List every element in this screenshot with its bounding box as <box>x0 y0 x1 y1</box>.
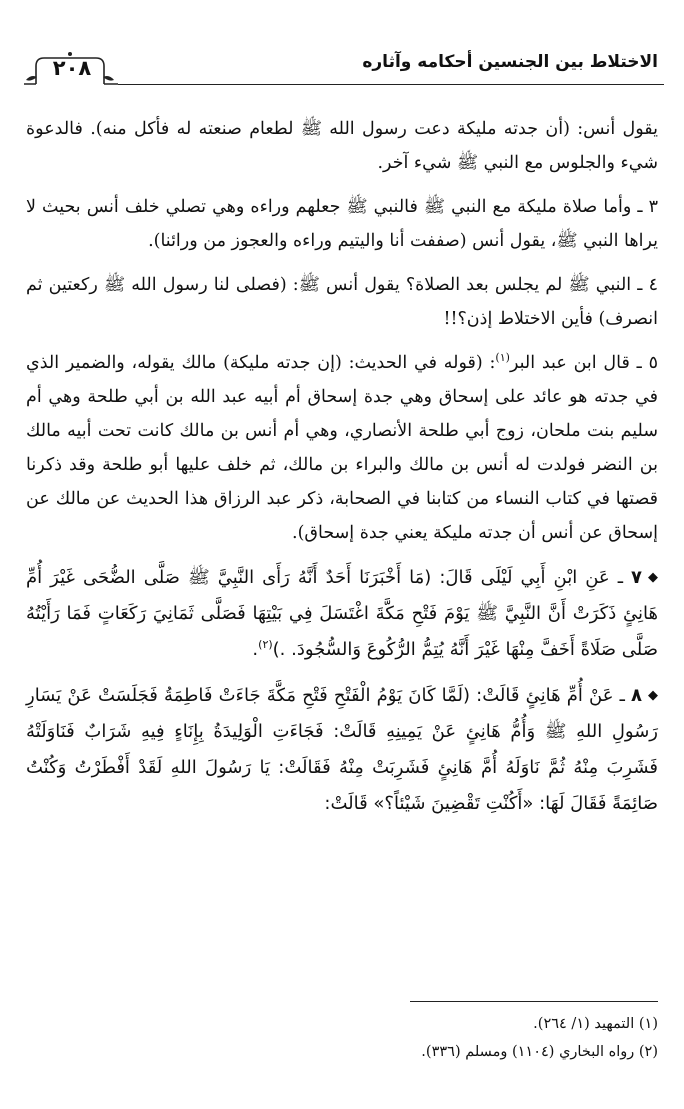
footnote-1: (١) التمهيد (١/ ٢٦٤). <box>533 1016 658 1032</box>
paragraph-1: يقول أنس: (أن جدته مليكة دعت رسول الله ﷺ لطعام صنعته له فأكل منه). فالدعوة شيء والجلوس مع النبي ﷺ شيء آخر. <box>26 119 658 173</box>
footnote-divider <box>410 1001 658 1002</box>
footnotes <box>26 1010 658 1066</box>
main-text <box>26 112 658 832</box>
hadith-8-text: ـ عَنْ أُمِّ هَانِئٍ قَالَتْ: (لَمَّا كَانَ يَوْمُ الْفَتْحِ فَتْحِ مَكَّةَ جَاءَتْ فَاطِمَةُ فَجَلَسَتْ عَنْ يَسَارِ رَسُولِ اللهِ ﷺ وَأُمُّ هَانِئٍ عَنْ يَمِينِهِ قَالَتْ: فَجَاءَتِ الْوَلِيدَةُ بِإِنَاءٍ فِيهِ شَرَابٌ فَنَاوَلَتْهُ فَشَرِبَ مِنْهُ ثُمَّ نَاوَلَهُ أُمَّ هَانِئٍ فَشَرِبَتْ مِنْهُ فَقَالَتْ: يَا رَسُولَ اللهِ لَقَدْ أَفْطَرْتُ وَكُنْتُ صَائِمَةً فَقَالَ لَهَا: «أَكُنْتِ تَقْضِينَ شَيْئاً؟» قَالَتْ: <box>26 685 658 814</box>
hadith-7-end: . <box>252 639 259 660</box>
hadith-bullet-icon: ◆ <box>648 688 658 703</box>
hadith-7 <box>26 560 658 668</box>
footnote-ref-2[interactable]: (٢) <box>258 638 273 651</box>
paragraph-5-start: ٥ ـ قال ابن عبد البر <box>509 353 658 373</box>
paragraph-5-rest: : (قوله في الحديث: (إن جدته مليكة) مالك يقوله، والضمير الذي في جدته هو عائد على إسحاق وهي جدة إسحاق أم أبيه عبد الله بن أبي طلحة وهي أم سليم بنت ملحان، زوج أبي طلحة الأنصاري، وهي أم أنس بن مالك كانت تحت أبيه مالك بن النضر فولدت له أنس بن مالك والبراء بن مالك، ثم خلف عليها أبو طلحة وقد ذكرنا قصتها في كتاب النساء من كتابنا في الصحابة، ذكر عبد الرزاق هذا الحديث عن مالك عن إسحاق عن أنس أن جدته مليكة يعني جدة إسحاق). <box>26 353 658 543</box>
footnote-2: (٢) رواه البخاري (١١٠٤) ومسلم (٣٣٦). <box>421 1044 658 1060</box>
header-divider <box>118 84 664 85</box>
hadith-8 <box>26 678 658 822</box>
paragraph-4: ٤ ـ النبي ﷺ لم يجلس بعد الصلاة؟ يقول أنس ﷺ: (فصلى لنا رسول الله ﷺ ركعتين ثم انصرف) فأين الاختلاط إذن؟!! <box>26 275 658 329</box>
page-number: ٢٠٨ <box>52 56 92 80</box>
paragraph-5 <box>26 346 658 550</box>
hadith-7-number: ٧ <box>631 567 642 588</box>
footnote-ref-1[interactable]: (١) <box>495 351 510 365</box>
paragraph-3: ٣ ـ وأما صلاة مليكة مع النبي ﷺ فالنبي ﷺ جعلهم وراءه وهي تصلي خلف أنس بحيث لا يراها النبي ﷺ، يقول أنس (صففت أنا واليتيم وراءه والعجوز من ورائنا). <box>26 197 658 251</box>
page-header <box>22 46 664 92</box>
page-number-ornament <box>22 46 118 86</box>
hadith-7-text: ـ عَنِ ابْنِ أَبِي لَيْلَى قَالَ: (مَا أَخْبَرَنَا أَحَدٌ أَنَّهُ رَأَى النَّبِيَّ ﷺ صَلَّى الضُّحَى غَيْرَ أُمِّ هَانِئٍ ذَكَرَتْ أَنَّ النَّبِيَّ ﷺ يَوْمَ فَتْحِ مَكَّةَ اغْتَسَلَ فِي بَيْتِهَا فَصَلَّى ثَمَانِيَ رَكَعَاتٍ فَمَا رَأَيْتُهُ صَلَّى صَلَاةً أَخَفَّ مِنْهَا غَيْرَ أَنَّهُ يُتِمُّ الرُّكُوعَ وَالسُّجُودَ. .) <box>26 567 658 660</box>
hadith-bullet-icon: ◆ <box>648 570 658 585</box>
running-title: الاختلاط بين الجنسين أحكامه وآثاره <box>362 52 658 72</box>
hadith-8-number: ٨ <box>631 685 642 706</box>
